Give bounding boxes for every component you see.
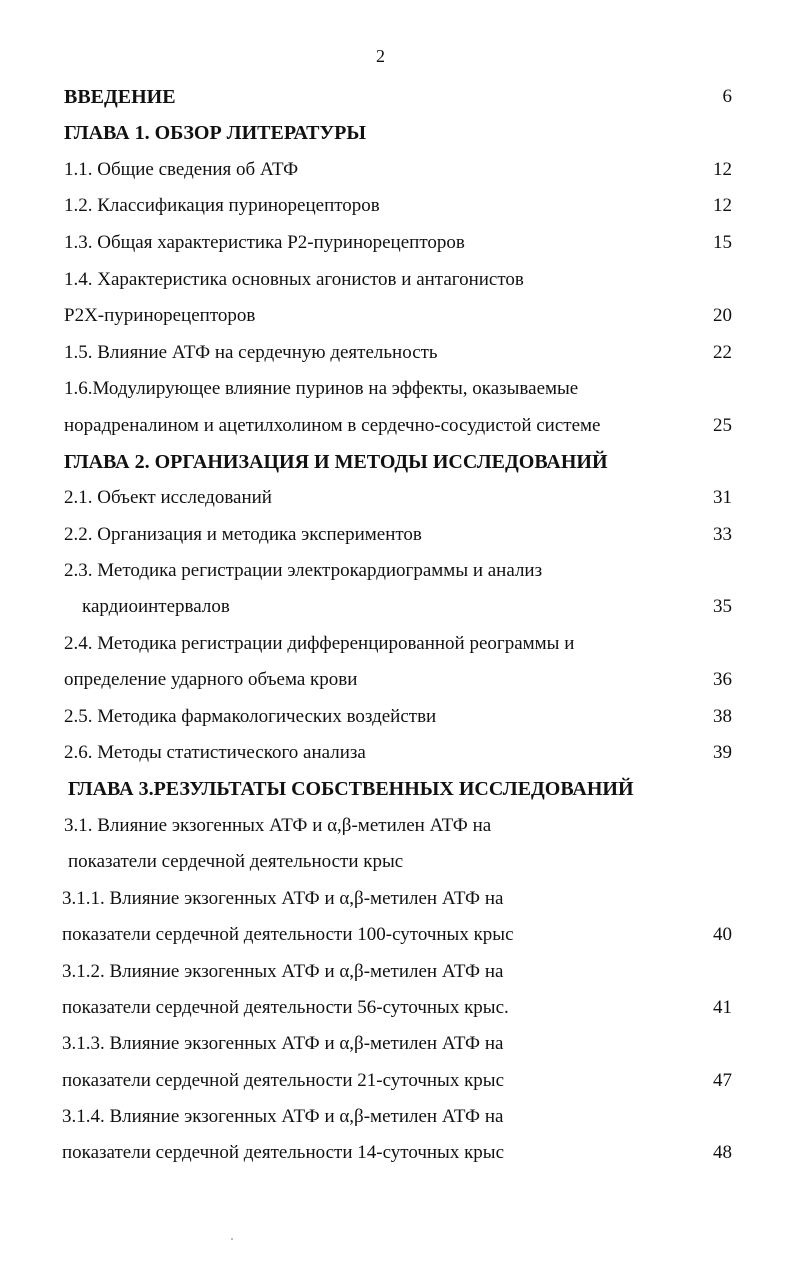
toc-line [0, 1066, 798, 1096]
toc-entry: 1.4. Характеристика основных агонистов и антагонистов [64, 269, 524, 290]
toc-entry: 2.2. Организация и методика экспериментов [64, 524, 422, 545]
toc-line [0, 338, 798, 368]
toc-line [0, 847, 798, 877]
toc-line [0, 155, 798, 185]
toc-line [0, 301, 798, 331]
toc-line [0, 1138, 798, 1168]
toc-line [0, 738, 798, 768]
toc-line [0, 957, 798, 987]
toc-entry: 3.1.2. Влияние экзогенных АТФ и α,β-метилен АТФ на [62, 961, 504, 982]
toc-entry: 2.3. Методика регистрации электрокардиограммы и анализ [64, 560, 543, 581]
toc-page: 12 [713, 159, 732, 180]
toc-line [0, 447, 798, 477]
toc-line [0, 1102, 798, 1132]
toc-entry: 3.1.4. Влияние экзогенных АТФ и α,β-метилен АТФ на [62, 1106, 504, 1127]
toc-entry: 1.1. Общие сведения об АТФ [64, 159, 299, 180]
toc-page: 20 [713, 305, 732, 326]
toc-page: 33 [713, 524, 732, 545]
toc-entry: 3.1.1. Влияние экзогенных АТФ и α,β-метилен АТФ на [62, 888, 504, 909]
scan-speck [231, 1238, 233, 1240]
toc-line [0, 228, 798, 258]
toc-entry-continued: показатели сердечной деятельности 56-суточных крыс. [62, 997, 509, 1018]
page-number: 2 [376, 46, 385, 66]
toc-line [0, 411, 798, 441]
toc-entry: 2.5. Методика фармакологических воздействи [64, 706, 437, 727]
toc-line [0, 884, 798, 914]
toc-page: 6 [722, 86, 732, 107]
toc-entry-continued: показатели сердечной деятельности 21-суточных крыс [62, 1070, 505, 1091]
toc-entry: 1.2. Классификация пуринорецепторов [64, 195, 380, 216]
toc-entry-continued: кардиоинтервалов [82, 596, 230, 617]
toc-page: 25 [713, 415, 732, 436]
toc-entry: 1.6.Модулирующее влияние пуринов на эффекты, оказываемые [64, 378, 579, 399]
toc-entry: 3.1.3. Влияние экзогенных АТФ и α,β-метилен АТФ на [62, 1033, 504, 1054]
toc-entry: 2.1. Объект исследований [64, 487, 272, 508]
toc-page: 39 [713, 742, 732, 763]
toc-line [0, 629, 798, 659]
toc-line [0, 520, 798, 550]
toc-entry-continued: показатели сердечной деятельности 14-суточных крыс [62, 1142, 505, 1163]
toc-line [0, 702, 798, 732]
toc-entry-continued: Р2Х-пуринорецепторов [64, 305, 256, 326]
toc-line [0, 665, 798, 695]
toc-entry-continued: определение ударного объема крови [64, 669, 358, 690]
toc-line [0, 556, 798, 586]
toc-entry: 1.5. Влияние АТФ на сердечную деятельность [64, 342, 438, 363]
toc-heading-chapter-2: ГЛАВА 2. ОРГАНИЗАЦИЯ И МЕТОДЫ ИССЛЕДОВАНИЙ [64, 451, 608, 473]
toc-page: 35 [713, 596, 732, 617]
toc-page: 41 [713, 997, 732, 1018]
toc-line [0, 774, 798, 804]
toc-entry: 1.3. Общая характеристика Р2-пуринорецепторов [64, 232, 465, 253]
toc-line [0, 811, 798, 841]
toc-entry-continued: показатели сердечной деятельности крыс [68, 851, 404, 872]
toc-page: 48 [713, 1142, 732, 1163]
toc-entry-continued: норадреналином и ацетилхолином в сердечно-сосудистой системе [64, 415, 601, 436]
toc-page: 40 [713, 924, 732, 945]
toc-heading-chapter-3: ГЛАВА 3.РЕЗУЛЬТАТЫ СОБСТВЕННЫХ ИССЛЕДОВАНИЙ [68, 778, 634, 800]
toc-entry: 2.4. Методика регистрации дифференцированной реограммы и [64, 633, 575, 654]
toc-entry: 3.1. Влияние экзогенных АТФ и α,β-метилен АТФ на [64, 815, 492, 836]
toc-entry: 2.6. Методы статистического анализа [64, 742, 366, 763]
toc-page: 15 [713, 232, 732, 253]
toc-page: 31 [713, 487, 732, 508]
toc-line [0, 920, 798, 950]
toc-page: 12 [713, 195, 732, 216]
toc-heading-introduction: ВВЕДЕНИЕ [64, 86, 176, 108]
toc-line [0, 118, 798, 148]
toc-line [0, 1029, 798, 1059]
toc-line [0, 993, 798, 1023]
toc-line [0, 483, 798, 513]
toc-page: 47 [713, 1070, 732, 1091]
toc-page: 36 [713, 669, 732, 690]
toc-page: 38 [713, 706, 732, 727]
toc-line [0, 265, 798, 295]
toc-line [0, 191, 798, 221]
toc-line [0, 82, 798, 112]
toc-page: 22 [713, 342, 732, 363]
toc-entry-continued: показатели сердечной деятельности 100-суточных крыс [62, 924, 514, 945]
toc-line [0, 374, 798, 404]
toc-heading-chapter-1: ГЛАВА 1. ОБЗОР ЛИТЕРАТУРЫ [64, 122, 367, 144]
toc-line [0, 592, 798, 622]
